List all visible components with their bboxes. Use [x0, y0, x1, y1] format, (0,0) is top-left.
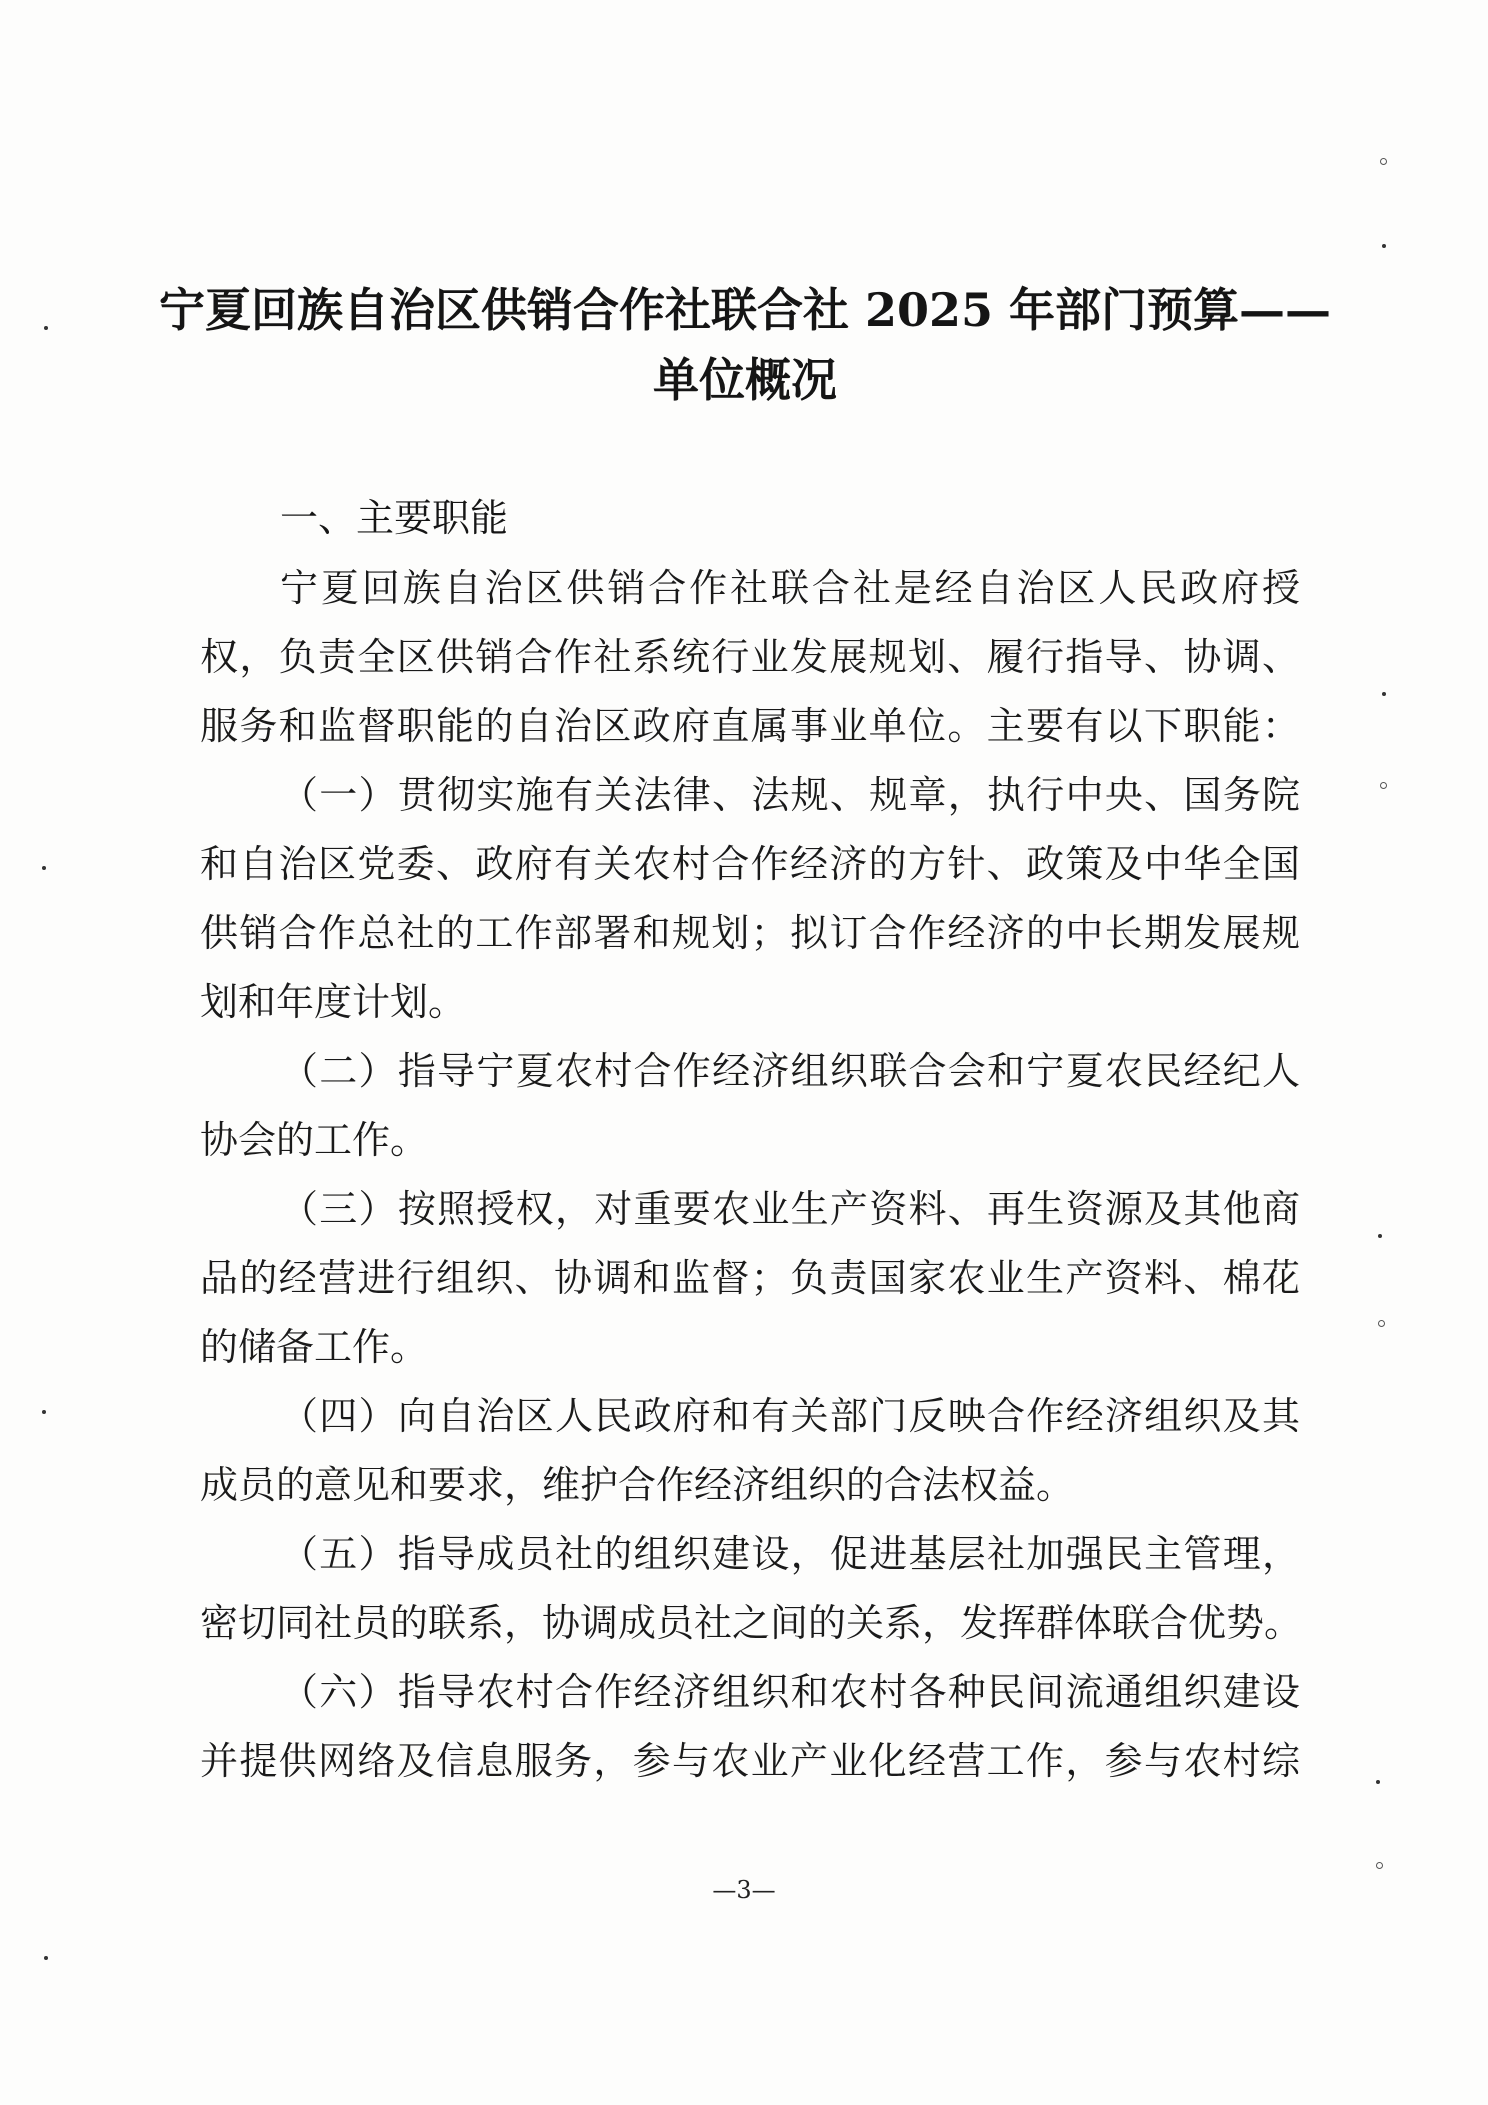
scan-speck	[44, 1956, 48, 1960]
body-line: 和自治区党委、政府有关农村合作经济的方针、政策及中华全国	[200, 842, 1300, 886]
body-line: （二）指导宁夏农村合作经济组织联合会和宁夏农民经纪人	[280, 1049, 1300, 1093]
body-line: 权，负责全区供销合作社系统行业发展规划、履行指导、协调、	[200, 635, 1300, 679]
scan-speck	[1380, 158, 1387, 165]
body-line: 品的经营进行组织、协调和监督；负责国家农业生产资料、棉花	[200, 1256, 1300, 1300]
body-line: （六）指导农村合作经济组织和农村各种民间流通组织建设	[280, 1670, 1300, 1714]
scan-speck	[42, 866, 46, 870]
body-line: （四）向自治区人民政府和有关部门反映合作经济组织及其	[280, 1394, 1300, 1438]
scan-speck	[42, 1410, 46, 1414]
section-heading: 一、主要职能	[280, 496, 509, 540]
body-line: （三）按照授权，对重要农业生产资料、再生资源及其他商	[280, 1187, 1300, 1231]
body-line: 协会的工作。	[200, 1118, 429, 1162]
page-number: —3—	[712, 1876, 776, 1904]
body-line: 成员的意见和要求，维护合作经济组织的合法权益。	[200, 1463, 1075, 1507]
scan-speck	[1376, 1862, 1383, 1869]
scan-speck	[1376, 1780, 1380, 1784]
body-line: （一）贯彻实施有关法律、法规、规章，执行中央、国务院	[280, 773, 1300, 817]
document-title-line-1: 宁夏回族自治区供销合作社联合社 2025 年部门预算——	[158, 283, 1332, 337]
body-line: 划和年度计划。	[200, 980, 467, 1024]
scan-speck	[1382, 692, 1386, 696]
body-line: 的储备工作。	[200, 1325, 429, 1369]
scan-speck	[1378, 1320, 1385, 1327]
scan-speck	[1378, 1234, 1382, 1238]
document-title-line-2: 单位概况	[653, 353, 837, 407]
body-line: （五）指导成员社的组织建设，促进基层社加强民主管理，	[280, 1532, 1300, 1576]
scan-speck	[44, 326, 48, 330]
body-line: 密切同社员的联系，协调成员社之间的关系，发挥群体联合优势。	[200, 1601, 1303, 1645]
scan-speck	[1382, 244, 1386, 248]
body-line: 并提供网络及信息服务，参与农业产业化经营工作，参与农村综	[200, 1739, 1300, 1783]
scan-speck	[1380, 782, 1387, 789]
body-line: 供销合作总社的工作部署和规划；拟订合作经济的中长期发展规	[200, 911, 1300, 955]
body-line: 服务和监督职能的自治区政府直属事业单位。主要有以下职能：	[200, 704, 1300, 748]
body-line: 宁夏回族自治区供销合作社联合社是经自治区人民政府授	[280, 566, 1300, 610]
